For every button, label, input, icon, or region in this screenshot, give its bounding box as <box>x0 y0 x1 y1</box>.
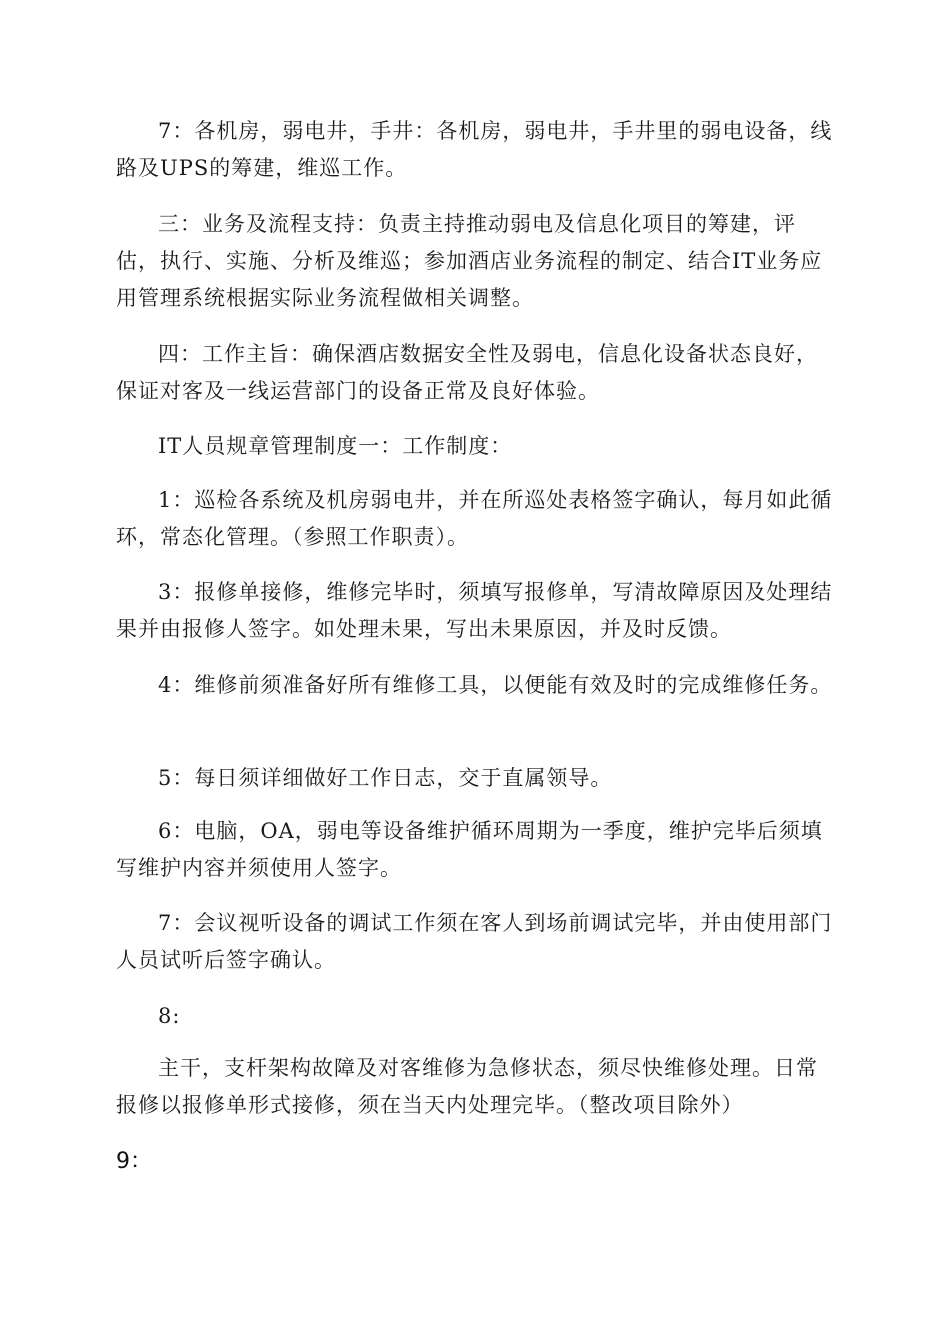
section-number-9: 9： <box>116 1149 152 1174</box>
paragraph-rule-7: 7：会议视听设备的调试工作须在客人到场前调试完毕，并由使用部门人员试听后签字确认。 <box>116 911 833 972</box>
paragraph-machine-rooms: 7：各机房，弱电井，手井：各机房，弱电井，手井里的弱电设备，线路及UPS的筹建，维巡工作。 <box>116 119 833 180</box>
paragraph-rule-3: 3：报修单接修，维修完毕时，须填写报修单，写清故障原因及处理结果并由报修人签字。如处理未果，写出未果原因，并及时反馈。 <box>116 580 833 641</box>
paragraph-rule-8-label: 8: <box>158 1004 181 1028</box>
paragraph-rule-5: 5：每日须详细做好工作日志，交于直属领导。 <box>158 766 613 790</box>
paragraph-work-purpose: 四：工作主旨：确保酒店数据安全性及弱电，信息化设备状态良好，保证对客及一线运营部门的设备正常及良好体验。 <box>116 342 818 403</box>
paragraph-business-process-support: 三：业务及流程支持：负责主持推动弱电及信息化项目的筹建，评估，执行、实施、分析及维巡；参加酒店业务流程的制定、结合IT业务应用管理系统根据实际业务流程做相关调整。 <box>116 212 823 310</box>
paragraph-rule-8-body: 主干，支杆架构故障及对客维修为急修状态，须尽快维修处理。日常报修以报修单形式接修，须在当天内处理完毕。（整改项目除外） <box>116 1056 818 1117</box>
paragraph-rule-1: 1：巡检各系统及机房弱电井，并在所巡处表格签字确认，每月如此循环，常态化管理。（参照工作职责）。 <box>116 488 833 549</box>
paragraph-rule-4: 4：维修前须准备好所有维修工具，以便能有效及时的完成维修任务。 <box>158 673 833 697</box>
paragraph-it-rules-title: IT人员规章管理制度一：工作制度： <box>158 434 513 458</box>
paragraph-rule-6: 6：电脑，OA，弱电等设备维护循环周期为一季度，维护完毕后须填写维护内容并须使用人签字。 <box>116 819 823 880</box>
